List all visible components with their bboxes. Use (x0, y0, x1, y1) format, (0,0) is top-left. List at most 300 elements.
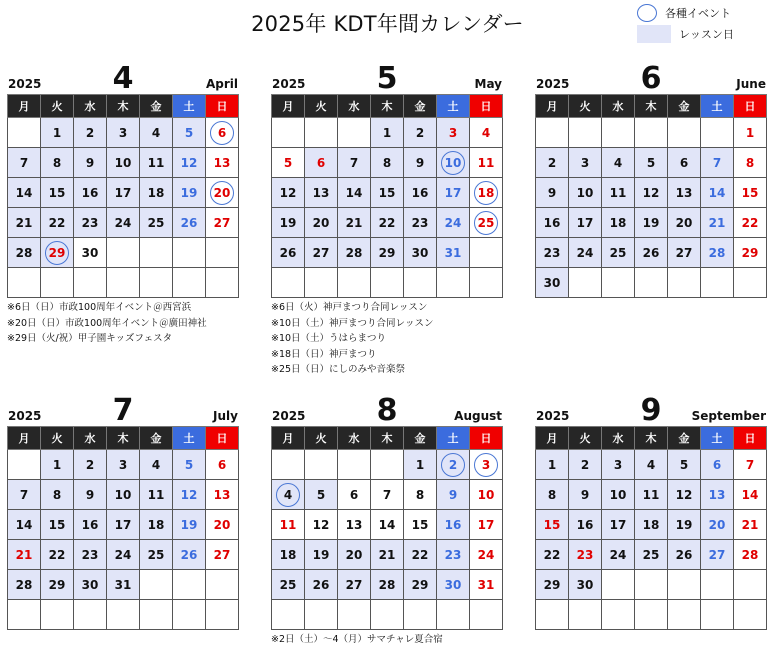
week-row (536, 148, 767, 178)
empty-cell (173, 600, 206, 630)
day-cell: 26 (668, 540, 701, 570)
day-cell: 21 (701, 208, 734, 238)
weekday-header: 土 (173, 95, 206, 118)
day-cell: 27 (305, 238, 338, 268)
weekday-header: 日 (206, 95, 239, 118)
event-circle-icon: 29 (45, 241, 69, 265)
day-cell: 13 (206, 480, 239, 510)
day-cell: 1 (371, 118, 404, 148)
note-line: ※18日（日）神戸まつり (271, 348, 377, 360)
month-header (7, 386, 239, 426)
empty-cell (569, 268, 602, 298)
weekday-header: 金 (404, 95, 437, 118)
weekday-header: 火 (305, 95, 338, 118)
note-line: ※2日（土）〜4（月）サマチャレ夏合宿 (271, 634, 443, 645)
empty-cell (74, 600, 107, 630)
day-cell: 9 (74, 148, 107, 178)
day-cell: 17 (602, 510, 635, 540)
day-cell: 15 (536, 510, 569, 540)
month-year: 2025 (536, 77, 570, 91)
legend-lesson-label: レッスン日 (679, 28, 734, 41)
day-cell: 20 (668, 208, 701, 238)
week-row (8, 600, 239, 630)
day-cell: 30 (404, 238, 437, 268)
week-row (272, 510, 503, 540)
empty-cell (371, 450, 404, 480)
month-9 (535, 386, 767, 630)
day-cell (470, 208, 503, 238)
legend-event (637, 4, 731, 22)
day-cell: 18 (602, 208, 635, 238)
day-cell: 4 (635, 450, 668, 480)
week-row (536, 118, 767, 148)
day-cell: 7 (8, 148, 41, 178)
day-cell (41, 238, 74, 268)
weekday-header: 土 (173, 427, 206, 450)
day-cell: 13 (305, 178, 338, 208)
empty-cell (602, 268, 635, 298)
day-cell: 16 (536, 208, 569, 238)
day-cell: 11 (140, 480, 173, 510)
day-cell: 21 (371, 540, 404, 570)
day-cell: 12 (635, 178, 668, 208)
day-cell: 15 (371, 178, 404, 208)
day-cell (470, 450, 503, 480)
empty-cell (8, 450, 41, 480)
empty-cell (41, 268, 74, 298)
day-cell: 30 (437, 570, 470, 600)
day-cell: 27 (206, 208, 239, 238)
empty-cell (206, 570, 239, 600)
month-header (271, 54, 503, 94)
weekday-header: 月 (536, 427, 569, 450)
day-cell: 11 (470, 148, 503, 178)
empty-cell (338, 268, 371, 298)
day-cell: 4 (140, 118, 173, 148)
day-cell: 28 (371, 570, 404, 600)
day-cell: 4 (470, 118, 503, 148)
week-row (272, 268, 503, 298)
day-cell: 15 (404, 510, 437, 540)
week-row (536, 450, 767, 480)
month-table (7, 94, 239, 298)
day-cell: 19 (272, 208, 305, 238)
day-cell: 24 (569, 238, 602, 268)
day-cell: 30 (74, 238, 107, 268)
empty-cell (602, 600, 635, 630)
day-cell (437, 450, 470, 480)
month-8 (271, 386, 503, 648)
empty-cell (305, 450, 338, 480)
weekday-header: 水 (74, 427, 107, 450)
day-cell: 1 (41, 118, 74, 148)
day-cell: 5 (173, 450, 206, 480)
day-cell: 15 (734, 178, 767, 208)
weekday-header: 日 (734, 95, 767, 118)
day-cell: 17 (437, 178, 470, 208)
event-circle-icon: 2 (441, 453, 465, 477)
week-row (8, 178, 239, 208)
month-table (7, 426, 239, 630)
day-cell: 28 (8, 570, 41, 600)
month-header (271, 386, 503, 426)
week-row (536, 480, 767, 510)
empty-cell (668, 118, 701, 148)
day-cell: 29 (536, 570, 569, 600)
month-5 (271, 54, 503, 378)
day-cell: 22 (734, 208, 767, 238)
weekday-header: 金 (668, 95, 701, 118)
weekday-header: 土 (437, 427, 470, 450)
weekday-header: 金 (140, 95, 173, 118)
week-row (8, 238, 239, 268)
day-cell: 13 (668, 178, 701, 208)
empty-cell (701, 600, 734, 630)
day-cell (272, 480, 305, 510)
empty-cell (140, 570, 173, 600)
weekday-header: 火 (41, 427, 74, 450)
day-cell: 22 (404, 540, 437, 570)
week-row (536, 268, 767, 298)
empty-cell (107, 238, 140, 268)
lesson-swatch-icon (637, 25, 671, 43)
day-cell: 17 (569, 208, 602, 238)
day-cell (206, 118, 239, 148)
empty-cell (107, 268, 140, 298)
day-cell: 13 (338, 510, 371, 540)
weekday-header: 月 (272, 95, 305, 118)
day-cell: 28 (701, 238, 734, 268)
empty-cell (8, 600, 41, 630)
day-cell: 15 (41, 510, 74, 540)
month-name: June (736, 77, 766, 91)
day-cell: 30 (74, 570, 107, 600)
day-cell: 30 (569, 570, 602, 600)
empty-cell (536, 118, 569, 148)
day-cell: 5 (173, 118, 206, 148)
day-cell: 21 (8, 208, 41, 238)
day-cell: 12 (173, 148, 206, 178)
empty-cell (635, 570, 668, 600)
day-cell: 20 (338, 540, 371, 570)
empty-cell (272, 600, 305, 630)
week-row (536, 178, 767, 208)
event-circle-icon: 20 (210, 181, 234, 205)
empty-cell (569, 118, 602, 148)
day-cell: 28 (8, 238, 41, 268)
day-cell: 26 (635, 238, 668, 268)
weekday-header: 日 (734, 427, 767, 450)
day-cell: 25 (140, 208, 173, 238)
weekday-header: 日 (206, 427, 239, 450)
month-notes (271, 632, 503, 648)
day-cell: 6 (206, 450, 239, 480)
weekday-header: 土 (701, 95, 734, 118)
month-number: 8 (376, 393, 398, 428)
month-7 (7, 386, 239, 630)
empty-cell (272, 268, 305, 298)
day-cell: 5 (305, 480, 338, 510)
weekday-header: 日 (470, 427, 503, 450)
event-circle-icon: 4 (276, 483, 300, 507)
day-cell: 5 (272, 148, 305, 178)
day-cell: 8 (734, 148, 767, 178)
weekday-header: 月 (8, 427, 41, 450)
day-cell: 14 (8, 178, 41, 208)
weekday-header: 日 (470, 95, 503, 118)
month-notes (7, 300, 239, 347)
week-row (8, 118, 239, 148)
week-row (272, 480, 503, 510)
day-cell: 6 (338, 480, 371, 510)
empty-cell (206, 268, 239, 298)
week-row (8, 450, 239, 480)
day-cell: 3 (569, 148, 602, 178)
day-cell: 13 (206, 148, 239, 178)
empty-cell (338, 118, 371, 148)
day-cell: 23 (404, 208, 437, 238)
day-cell: 9 (536, 178, 569, 208)
month-6 (535, 54, 767, 298)
day-cell: 30 (536, 268, 569, 298)
day-cell: 20 (305, 208, 338, 238)
weekday-header: 水 (602, 95, 635, 118)
note-line: ※6日（火）神戸まつり合同レッスン (271, 302, 428, 313)
day-cell: 21 (734, 510, 767, 540)
note-line: ※10日（土）神戸まつり合同レッスン (271, 317, 434, 329)
month-year: 2025 (8, 77, 42, 91)
day-cell: 7 (734, 450, 767, 480)
day-cell: 15 (41, 178, 74, 208)
legend-lesson (637, 25, 734, 43)
empty-cell (701, 570, 734, 600)
day-cell: 17 (107, 178, 140, 208)
empty-cell (272, 118, 305, 148)
day-cell: 17 (470, 510, 503, 540)
day-cell: 27 (338, 570, 371, 600)
empty-cell (602, 570, 635, 600)
day-cell: 8 (371, 148, 404, 178)
empty-cell (140, 238, 173, 268)
empty-cell (635, 268, 668, 298)
note-line: ※29日（火/祝）甲子園キッズフェスタ (7, 333, 173, 344)
empty-cell (668, 570, 701, 600)
empty-cell (8, 268, 41, 298)
day-cell: 2 (74, 450, 107, 480)
week-row (8, 570, 239, 600)
empty-cell (437, 268, 470, 298)
day-cell: 24 (107, 208, 140, 238)
week-row (272, 540, 503, 570)
event-circle-icon: 6 (210, 121, 234, 145)
week-row (272, 178, 503, 208)
empty-cell (338, 450, 371, 480)
month-header (535, 386, 767, 426)
empty-cell (206, 600, 239, 630)
day-cell: 19 (668, 510, 701, 540)
note-line: ※25日（日）にしのみや音楽祭 (271, 364, 406, 375)
day-cell: 1 (404, 450, 437, 480)
day-cell: 18 (272, 540, 305, 570)
day-cell: 28 (338, 238, 371, 268)
day-cell: 22 (536, 540, 569, 570)
empty-cell (173, 570, 206, 600)
empty-cell (602, 118, 635, 148)
day-cell: 1 (41, 450, 74, 480)
day-cell: 14 (8, 510, 41, 540)
day-cell: 21 (8, 540, 41, 570)
empty-cell (404, 600, 437, 630)
empty-cell (734, 268, 767, 298)
day-cell: 2 (536, 148, 569, 178)
day-cell: 14 (338, 178, 371, 208)
month-name: April (205, 77, 238, 91)
day-cell: 31 (437, 238, 470, 268)
day-cell: 27 (206, 540, 239, 570)
month-number: 9 (640, 393, 662, 428)
event-circle-icon: 10 (441, 151, 465, 175)
empty-cell (8, 118, 41, 148)
empty-cell (371, 600, 404, 630)
week-row (8, 268, 239, 298)
day-cell: 16 (404, 178, 437, 208)
day-cell: 25 (140, 540, 173, 570)
month-header (535, 54, 767, 94)
empty-cell (173, 238, 206, 268)
day-cell: 24 (602, 540, 635, 570)
day-cell: 27 (668, 238, 701, 268)
day-cell: 10 (107, 480, 140, 510)
week-row (536, 238, 767, 268)
day-cell: 4 (602, 148, 635, 178)
weekday-header: 木 (635, 427, 668, 450)
day-cell: 23 (437, 540, 470, 570)
day-cell: 24 (470, 540, 503, 570)
week-row (272, 208, 503, 238)
day-cell: 5 (668, 450, 701, 480)
month-table (271, 426, 503, 630)
day-cell: 11 (272, 510, 305, 540)
day-cell: 7 (701, 148, 734, 178)
day-cell: 29 (371, 238, 404, 268)
day-cell: 16 (437, 510, 470, 540)
event-circle-icon: 18 (474, 181, 498, 205)
week-row (536, 600, 767, 630)
day-cell: 23 (74, 540, 107, 570)
day-cell: 23 (536, 238, 569, 268)
day-cell: 23 (74, 208, 107, 238)
empty-cell (569, 600, 602, 630)
month-header (7, 54, 239, 94)
day-cell: 3 (437, 118, 470, 148)
weekday-header: 火 (305, 427, 338, 450)
day-cell: 6 (668, 148, 701, 178)
month-4 (7, 54, 239, 347)
day-cell: 31 (470, 570, 503, 600)
day-cell: 3 (107, 118, 140, 148)
weekday-header: 金 (668, 427, 701, 450)
month-table (535, 426, 767, 630)
weekday-header: 月 (8, 95, 41, 118)
week-row (536, 510, 767, 540)
month-name: May (474, 77, 502, 91)
weekday-header: 木 (107, 427, 140, 450)
day-cell: 19 (305, 540, 338, 570)
weekday-header: 水 (338, 95, 371, 118)
month-number: 5 (376, 61, 398, 96)
day-cell: 7 (338, 148, 371, 178)
day-cell: 9 (569, 480, 602, 510)
day-cell: 27 (701, 540, 734, 570)
day-cell: 13 (701, 480, 734, 510)
page-title: 2025年 KDT年間カレンダー (251, 12, 524, 36)
day-cell: 10 (470, 480, 503, 510)
day-cell: 12 (272, 178, 305, 208)
month-name: September (691, 409, 766, 423)
empty-cell (734, 570, 767, 600)
empty-cell (635, 118, 668, 148)
day-cell: 24 (437, 208, 470, 238)
empty-cell (305, 268, 338, 298)
day-cell: 5 (635, 148, 668, 178)
week-row (272, 600, 503, 630)
weekday-header: 土 (437, 95, 470, 118)
day-cell: 25 (635, 540, 668, 570)
day-cell: 29 (404, 570, 437, 600)
day-cell: 1 (734, 118, 767, 148)
empty-cell (470, 238, 503, 268)
month-year: 2025 (8, 409, 42, 423)
day-cell: 9 (404, 148, 437, 178)
month-year: 2025 (536, 409, 570, 423)
month-number: 7 (112, 393, 134, 428)
day-cell: 16 (74, 510, 107, 540)
day-cell: 6 (701, 450, 734, 480)
day-cell: 25 (272, 570, 305, 600)
empty-cell (536, 600, 569, 630)
day-cell: 19 (173, 178, 206, 208)
note-line: ※10日（土）うはらまつり (271, 333, 387, 344)
month-number: 6 (640, 61, 662, 96)
empty-cell (173, 268, 206, 298)
week-row (536, 540, 767, 570)
day-cell: 18 (140, 178, 173, 208)
empty-cell (470, 268, 503, 298)
weekday-header: 水 (338, 427, 371, 450)
day-cell: 20 (701, 510, 734, 540)
empty-cell (305, 118, 338, 148)
day-cell: 3 (107, 450, 140, 480)
month-name: August (454, 409, 502, 423)
month-table (535, 94, 767, 298)
weekday-header: 火 (569, 427, 602, 450)
day-cell: 9 (74, 480, 107, 510)
empty-cell (206, 238, 239, 268)
day-cell: 10 (569, 178, 602, 208)
day-cell: 26 (272, 238, 305, 268)
empty-cell (635, 600, 668, 630)
empty-cell (107, 600, 140, 630)
week-row (272, 450, 503, 480)
empty-cell (734, 600, 767, 630)
day-cell: 29 (734, 238, 767, 268)
week-row (272, 118, 503, 148)
empty-cell (338, 600, 371, 630)
day-cell: 26 (305, 570, 338, 600)
week-row (8, 510, 239, 540)
day-cell: 19 (173, 510, 206, 540)
week-row (536, 208, 767, 238)
